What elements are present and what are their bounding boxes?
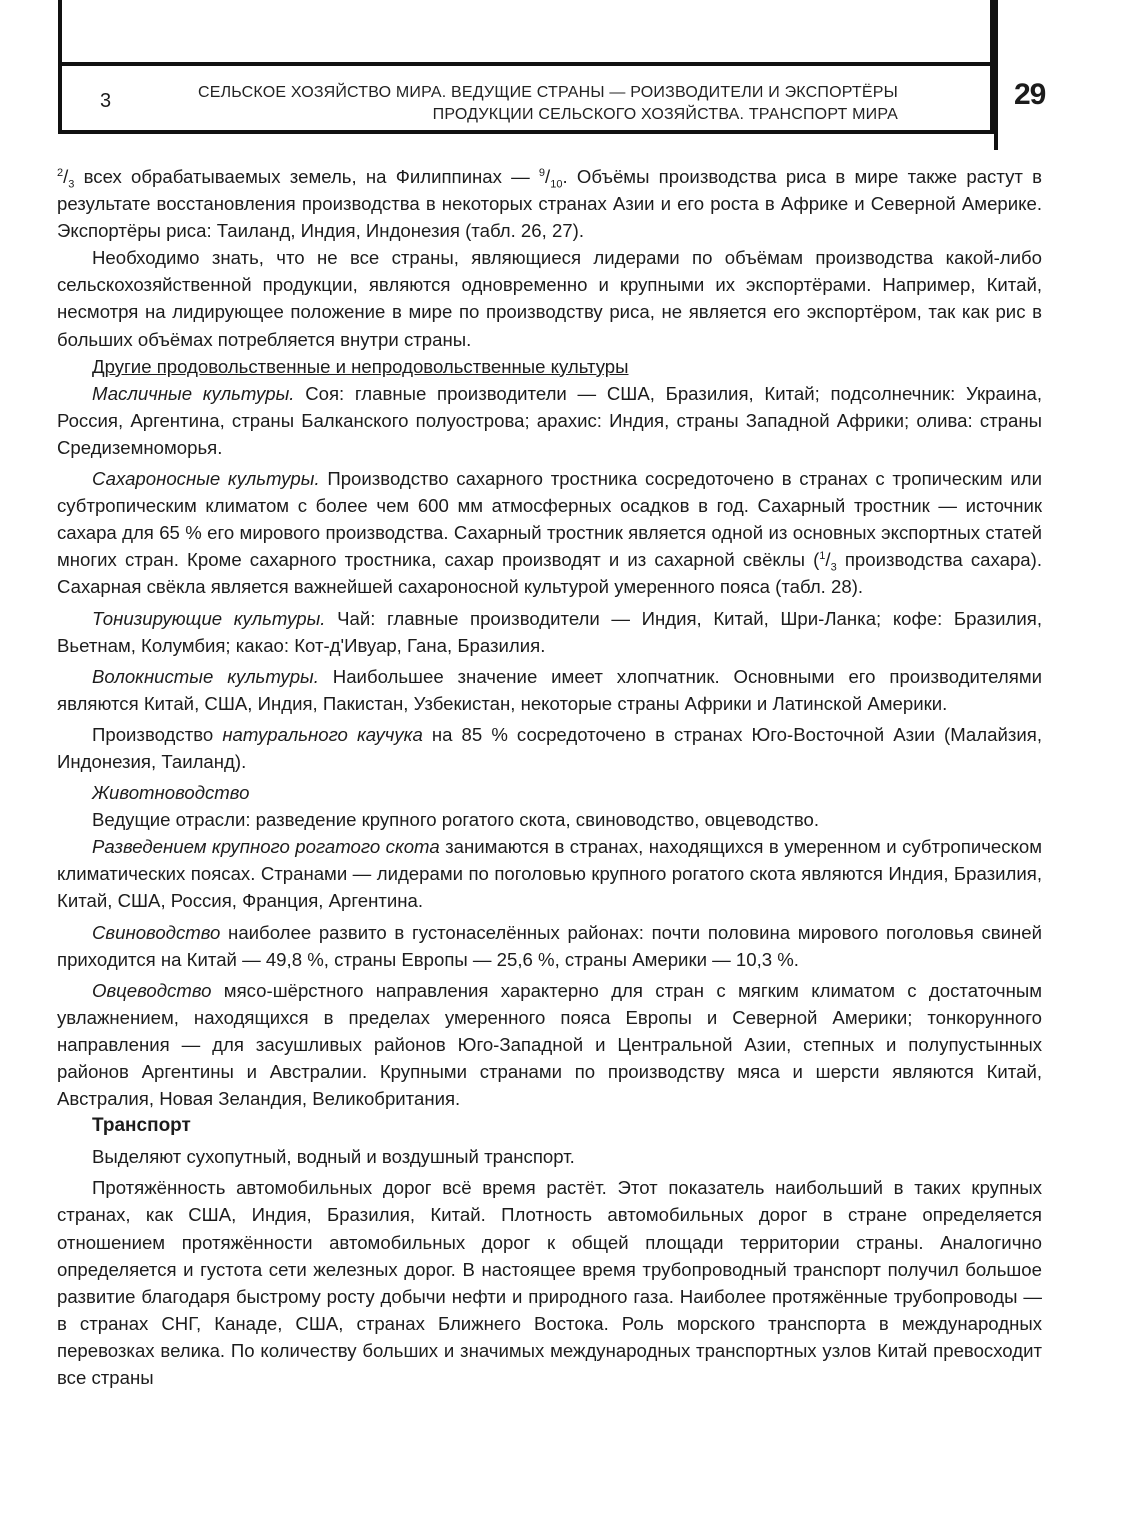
paragraph-oil-crops bbox=[57, 380, 1042, 461]
paragraph-rubber bbox=[57, 721, 1042, 775]
header-frame-top bbox=[58, 0, 994, 62]
paragraph-pigs bbox=[57, 919, 1042, 973]
fraction-numerator: 1 bbox=[819, 550, 826, 563]
section-heading-other-crops bbox=[57, 353, 1042, 380]
heading-text: Животноводство bbox=[92, 782, 250, 804]
paragraph-cattle bbox=[57, 833, 1042, 914]
fraction-numerator: 9 bbox=[538, 166, 546, 179]
term: Масличные культуры. bbox=[92, 382, 295, 404]
section-heading-transport: Транспорт bbox=[92, 1115, 191, 1137]
term: Волокнистые культуры. bbox=[92, 665, 319, 687]
text-span: производства сахара). Сахарная свёкла является важнейшей сахароносной культурой умеренного пояса (табл. 28). bbox=[57, 549, 1042, 598]
paragraph-sugar-crops: Сахароносные культуры. Производство сахарного тростника сосредоточено в странах с тропическим или субтропическим климатом с более чем 600 мм атмосферных осадков в год. Сахарный тростник — источник сахара для 65 % его мирового производства. Сахарный тростник является одной из основных экспортных статей многих стран. Кроме сахарного тростника, сахар производят и из сахарной свёклы ($^1/_3$ производства сахара). Сахарная свёкла является важнейшей сахароносной культурой умеренного пояса (табл. 28). bbox=[57, 468, 1043, 598]
chapter-number: 3 bbox=[100, 90, 112, 112]
term: Сахароносные культуры. bbox=[92, 468, 320, 490]
paragraph-transport-lead: Выделяют сухопутный, водный и воздушный транспорт. bbox=[92, 1146, 575, 1168]
chapter-title bbox=[198, 82, 898, 126]
text-span: Производство сахарного тростника сосредоточено в странах с тропическим или субтропическим климатом с более чем 600 мм атмосферных осадков в год. Сахарный тростник — источник сахара для 65 % его мирового производства. Сахарный тростник является одной из основных экспортных статей многих стран. Кроме сахарного тростника, сахар производят и из сахарной свёклы ( bbox=[57, 468, 1043, 571]
text-span: наиболее развито в густонаселённых районах: почти половина мирового поголовья свиней приходится на Китай — 49,8 %, страны Европы — 25,6 %, страны Америки — 10,3 %. bbox=[57, 921, 1042, 970]
section-heading-livestock bbox=[57, 779, 1042, 806]
text-span: занимаются в странах, находящихся в умеренном и субтропическом климатических поясах. Странами — лидерами по поголовью крупного рогатого скота являются Индия, Бразилия, Китай, США, Россия, Франция, Аргентина. bbox=[57, 836, 1043, 912]
chapter-header bbox=[58, 62, 994, 134]
paragraph-sheep bbox=[57, 977, 1042, 1112]
fraction-denominator: 3 bbox=[68, 178, 75, 191]
paragraph-fiber-crops bbox=[57, 663, 1042, 717]
paragraph-livestock-lead: Ведущие отрасли: разведение крупного рогатого скота, свиноводство, овцеводство. bbox=[92, 809, 820, 831]
page-content bbox=[57, 163, 1042, 1391]
paragraph-tonic-crops bbox=[57, 605, 1042, 659]
page-number: 29 bbox=[1014, 78, 1046, 111]
text-span: Производство bbox=[92, 723, 223, 745]
term: Тонизирующие культуры. bbox=[92, 607, 326, 629]
term: натурального каучука bbox=[222, 723, 423, 745]
fraction-denominator: 3 bbox=[830, 562, 837, 575]
text-span: . Объёмы производства риса в мире также растут в результате восстановления производства в некоторых странах Азии и его роста в Африке и Северной Америке. Экспортёры риса: Таиланд, Индия, Индонезия (табл. 26, 27). bbox=[57, 166, 1042, 242]
text-span: всех обрабатываемых земель, на Филиппинах — bbox=[74, 166, 539, 187]
paragraph-exporters: Необходимо знать, что не все страны, являющиеся лидерами по объёмам производства какой-либо сельскохозяйственной продукции, являются одновременно и крупными их экспортёрами. Например, Китай, несмотря на лидирующее положение в мире по производству риса, не является его экспортёром, так как рис в больших объёмах потребляется внутри страны. bbox=[57, 247, 1042, 350]
fraction-numerator: 2 bbox=[57, 166, 64, 179]
paragraph-rice: $^2/_3$ всех обрабатываемых земель, на Филиппинах — $^9/_{10}$. Объёмы производства риса в мире также растут в результате восстановления производства в некоторых странах Азии и его роста в Африке и Северной Америке. Экспортёры риса: Таиланд, Индия, Индонезия (табл. 26, 27). bbox=[57, 166, 1042, 242]
text-span: Наибольшее значение имеет хлопчатник. Основными его производителями являются Китай, США, Индия, Пакистан, Узбекистан, некоторые страны Африки и Латинской Америки. bbox=[57, 665, 1042, 714]
margin-rule bbox=[994, 0, 998, 150]
heading-text: Другие продовольственные и непродовольственные культуры bbox=[92, 355, 629, 377]
text-span: Соя: главные производители — США, Бразилия, Китай; подсолнечник: Украина, Россия, Аргентина, страны Балканского полуострова; арахис: Индия, страны Западной Африки; олива: страны Средиземноморья. bbox=[57, 382, 1042, 458]
paragraph-transport: Протяжённость автомобильных дорог всё время растёт. Этот показатель наибольший в таких крупных странах, как США, Индия, Бразилия, Китай. Плотность автомобильных дорог в стране определяется отношением протяжённости автомобильных дорог к общей площади территории страны. Аналогично определяется и густота сети железных дорог. В настоящее время трубопроводный транспорт получил большое развитие благодаря быстрому росту добычи нефти и природного газа. Наиболее протяжённые трубопроводы — в странах СНГ, Канаде, США, странах Ближнего Востока. Роль морского транспорта в международных перевозках велика. По количеству больших и значимых международных транспортных узлов Китай превосходит все страны bbox=[57, 1177, 1042, 1389]
term: Разведением крупного рогатого скота bbox=[92, 836, 440, 858]
fraction-denominator: 10 bbox=[550, 178, 563, 191]
chapter-title-line1: СЕЛЬСКОЕ ХОЗЯЙСТВО МИРА. ВЕДУЩИЕ СТРАНЫ — РОИЗВОДИТЕЛИ И ЭКСПОРТЁРЫ bbox=[197, 84, 898, 101]
term: Овцеводство bbox=[92, 979, 212, 1001]
term: Свиноводство bbox=[92, 921, 221, 943]
text-span: мясо-шёрстного направления характерно для стран с мягким климатом с достаточным увлажнением, находящихся в пределах умеренного пояса Европы и Северной Америки; тонкорунного направления — для засушливых районов Юго-Западной и Центральной Азии, степных и полупустынных районов Аргентины и Австралии. Крупными странами по производству мяса и шерсти являются Китай, Австралия, Новая Зеландия, Великобритания. bbox=[57, 979, 1042, 1110]
chapter-title-line2: ПРОДУКЦИИ СЕЛЬСКОГО ХОЗЯЙСТВА. ТРАНСПОРТ МИРА bbox=[432, 106, 898, 123]
text-span: Чай: главные производители — Индия, Китай, Шри-Ланка; кофе: Бразилия, Вьетнам, Колумбия; какао: Кот-д'Ивуар, Гана, Бразилия. bbox=[57, 607, 1042, 656]
text-span: на 85 % сосредоточено в странах Юго-Восточной Азии (Малайзия, Индонезия, Таиланд). bbox=[57, 723, 1042, 772]
